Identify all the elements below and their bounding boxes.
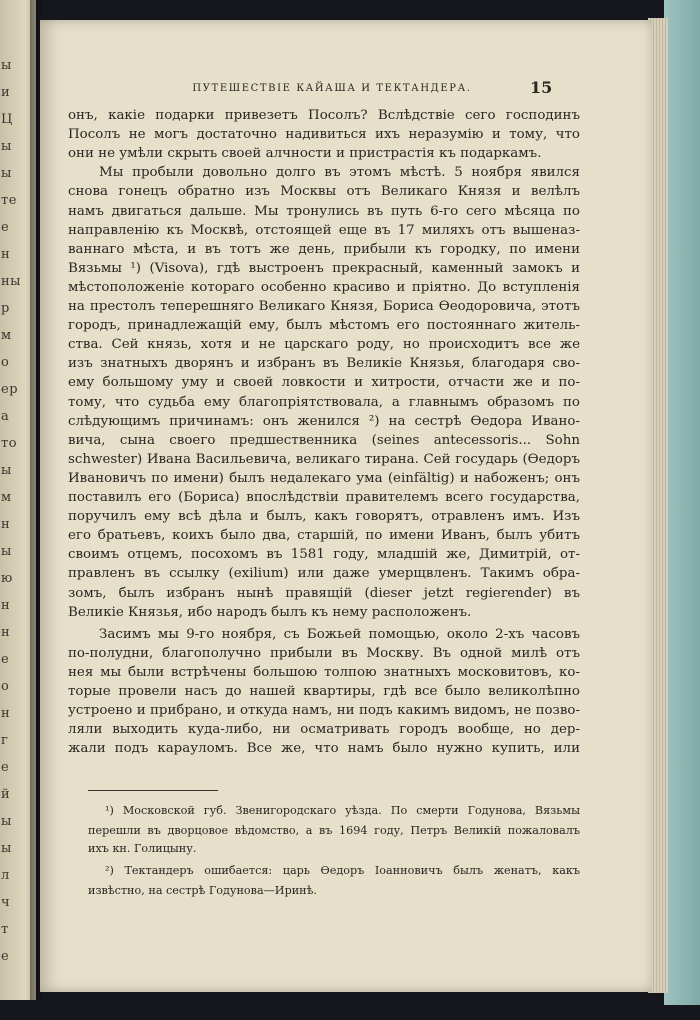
left-page-fragment: ы (1, 463, 12, 478)
left-page-fragment: ы (1, 544, 12, 559)
left-page-fragment: и (1, 85, 11, 100)
text-line: по-полудни, благополучно прибыли въ Москву. Въ одной милѣ отъ (68, 645, 580, 661)
left-page-fragment: н (1, 706, 11, 721)
text-line: Засимъ мы 9-го ноября, съ Божьей помощью, около 2-хъ часовъ (99, 626, 580, 642)
left-page-fragment: ю (1, 571, 13, 586)
left-page-fragment: е (1, 220, 10, 235)
text-line: Великіе Князья, ибо народъ былъ къ нему расположенъ. (68, 604, 472, 620)
left-page-fragment: н (1, 598, 11, 613)
left-page-fragment: ы (1, 814, 12, 829)
text-line: на престолъ теперешняго Великаго Князя, Бориса Ѳеодоровича, этотъ (68, 299, 580, 314)
left-page-fragment: те (1, 193, 17, 208)
text-line: жали подъ карауломъ. Все же, что намъ было нужно купить, или (68, 741, 580, 757)
text-line: ства. Сей князь, хотя и не царскаго роду, но происходитъ все же (68, 337, 580, 353)
text-line: снова гонецъ обратно изъ Москвы отъ Великаго Князя и велѣлъ (68, 184, 580, 200)
text-line: ему большому уму и своей ловкости и хитрости, отчасти же и по- (68, 375, 580, 391)
text-line: онъ, какіе подарки привезетъ Посолъ? Вслѣдствіе сего господинъ (68, 108, 580, 123)
left-page-fragment: ны (1, 274, 22, 289)
text-line: изъ знатныхъ дворянъ и избранъ въ Великіе Князья, благодаря сво- (68, 356, 580, 372)
page-number: 15 (530, 78, 553, 97)
left-page-fragment: м (1, 328, 12, 343)
left-page-fragment: н (1, 517, 11, 532)
footnote-line: ихъ кн. Голицыну. (88, 842, 197, 855)
left-page-fragment: р (1, 301, 10, 316)
text-line: нея мы были встрѣчены большою толпою знатныхъ московитовъ, ко- (68, 664, 580, 680)
text-line: Мы пробыли довольно долго въ этомъ мѣстѣ. 5 ноября явился (99, 165, 580, 181)
running-head: ПУТЕШЕСТВІЕ КАЙАША И ТЕКТАНДЕРА. (192, 83, 472, 94)
text-line: Посолъ не могъ достаточно надивиться ихъ неразумію и тому, что (68, 127, 580, 143)
text-line: слѣдующимъ причинамъ: онъ женился ²) на сестрѣ Ѳедора Ивано- (68, 413, 580, 429)
text-line: schwester) Ивана Васильевича, великаго тирана. Сей государь (Ѳедоръ (68, 451, 580, 467)
left-page-fragment: то (1, 436, 18, 451)
text-line: городъ, принадлежащій ему, былъ мѣстомъ его постояннаго житель- (68, 318, 580, 334)
left-page-fragment: м (1, 490, 12, 505)
left-page-fragment: н (1, 625, 11, 640)
footnote-line: перешли въ дворцовое вѣдомство, а въ 1694 году, Петръ Великій пожаловалъ (88, 824, 580, 837)
left-page-fragment: е (1, 760, 10, 775)
text-line: ляли выходить куда-либо, ни осматривать городъ вообще, но дер- (68, 722, 580, 738)
left-page-fragment: ы (1, 139, 12, 154)
left-page-fragment: ы (1, 58, 12, 73)
left-page-fragment: ер (1, 382, 19, 397)
left-page-fragment: о (1, 679, 10, 694)
footnote-line: извѣстно, на сестрѣ Годунова—Иринѣ. (88, 884, 317, 897)
left-page-fragment: е (1, 949, 10, 964)
footnote-rule (88, 790, 218, 791)
text-line: тому, что судьба ему благопріятствовала, а главнымъ образомъ по (68, 394, 580, 410)
book-page (40, 20, 652, 992)
text-line: мѣстоположеніе котораго особенно красиво и пріятно. До вступленія (68, 279, 580, 295)
text-line: устроено и прибрано, и откуда намъ, ни подъ какимъ видомъ, не позво- (68, 703, 580, 719)
text-line: правленъ въ ссылку (exilium) или даже умерщвленъ. Такимъ обра- (68, 566, 580, 582)
text-line: намъ двигаться дальше. Мы тронулись въ путь 6-го сего мѣсяца по (68, 203, 580, 219)
text-line: направленію къ Москвѣ, отстоящей еще въ 17 миляхъ отъ вышеназ- (68, 222, 580, 238)
left-page-fragment: ч (1, 895, 11, 910)
text-line: поставилъ его (Бориса) впослѣдствіи правителемъ всего государства, (68, 490, 580, 505)
left-page-fragment: л (1, 868, 10, 883)
text-line: Ивановичъ по имени) былъ недалекаго ума (einfältig) и набоженъ; онъ (68, 470, 580, 486)
footnote-line: ¹) Московской губ. Звенигородскаго уѣзда. По смерти Годунова, Вязьмы (105, 804, 580, 817)
book-cover-edge (664, 0, 700, 1005)
text-line: они не умѣли скрыть своей алчности и пристрастія къ подаркамъ. (68, 146, 542, 162)
text-line: своимъ отцемъ, посохомъ въ 1581 году, младшій же, Димитрій, от- (68, 547, 580, 563)
left-page-fragment: н (1, 247, 11, 262)
left-page-fragment: Ц (1, 112, 13, 127)
left-page-fragment: г (1, 733, 9, 748)
text-line: торые провели насъ до нашей квартиры, гдѣ все было великолѣпно (68, 684, 580, 699)
text-line: поручилъ ему всѣ дѣла и былъ, какъ говорятъ, отравленъ имъ. Изъ (68, 509, 580, 525)
left-page-fragment: ы (1, 166, 12, 181)
text-line: его братьевъ, коихъ было два, старшій, по имени Иванъ, былъ убитъ (68, 528, 580, 544)
left-page-fragment: т (1, 922, 9, 937)
left-page-fragment: е (1, 652, 10, 667)
left-page-fragment: о (1, 355, 10, 370)
text-line: Вязьмы ¹) (Visova), гдѣ выстроенъ прекрасный, каменный замокъ и (68, 260, 580, 276)
text-line: зомъ, былъ избранъ нынѣ правящій (dieser jetzt regierender) въ (68, 585, 580, 601)
left-page-fragment: ы (1, 841, 12, 856)
left-page-fragment: а (1, 409, 10, 424)
footnote-line: ²) Тектандеръ ошибается: царь Ѳедоръ Іоанновичъ былъ женатъ, какъ (105, 864, 580, 877)
text-line: ваннаго мѣста, и въ тотъ же день, прибыли къ городку, по имени (68, 241, 580, 257)
text-line: вича, сына своего предшественника (seines antecessoris... Sohn (68, 432, 580, 448)
left-page-fragment: й (1, 787, 11, 802)
